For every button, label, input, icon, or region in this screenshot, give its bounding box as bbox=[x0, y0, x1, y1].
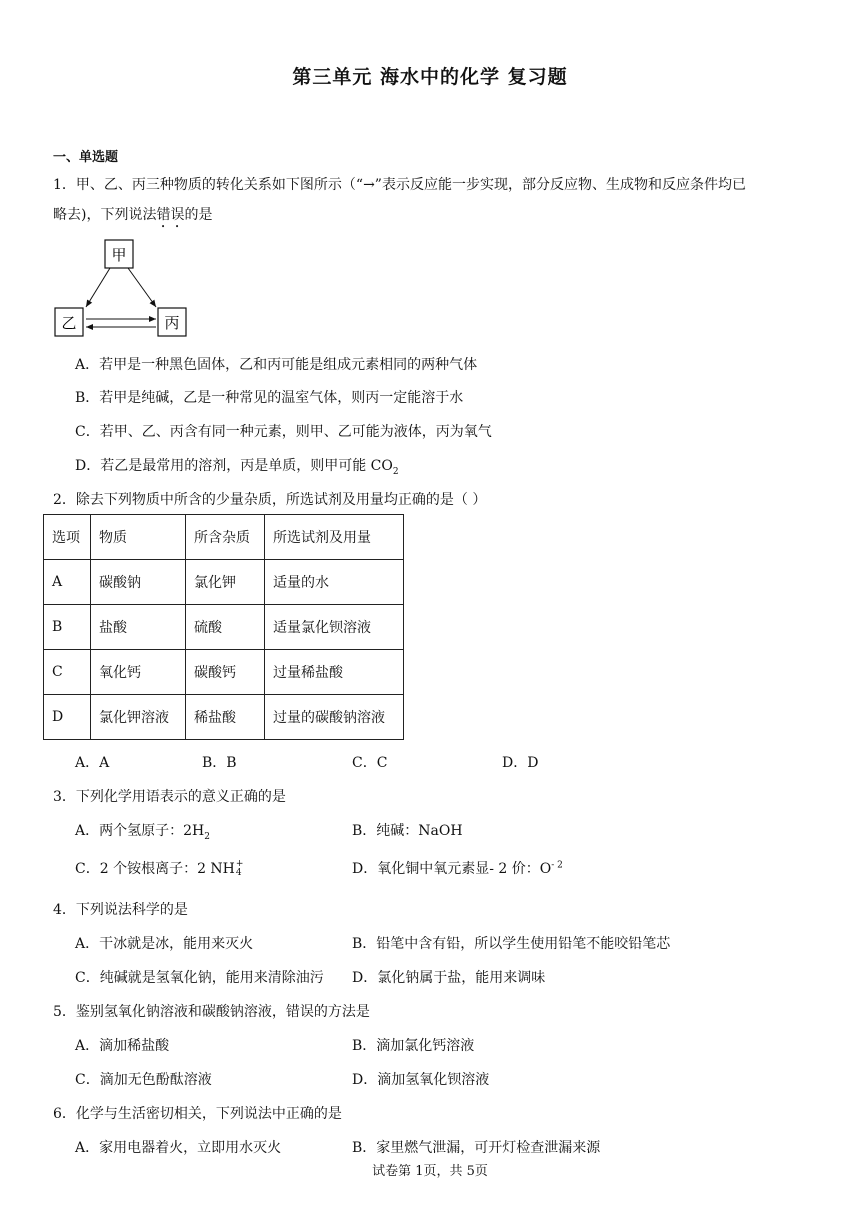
q3-option-a-text: A．两个氢原子：2H bbox=[75, 823, 205, 839]
table-row bbox=[44, 560, 404, 605]
q6-option-a: A．家用电器着火，立即用水灭火 bbox=[75, 1140, 282, 1156]
q3-option-c-sup: + bbox=[235, 859, 244, 869]
q2-option-a: A．A bbox=[75, 755, 110, 771]
q2-stem: 2．除去下列物质中所含的少量杂质，所选试剂及用量均正确的是（ ） bbox=[53, 492, 487, 508]
q3-option-c-sub: 4 bbox=[235, 868, 242, 878]
q1-option-d-text: D．若乙是最常用的溶剂，丙是单质，则甲可能 CO bbox=[75, 458, 393, 474]
table-cell: 稀盐酸 bbox=[186, 695, 265, 740]
q4-option-d: D．氯化钠属于盐，能用来调味 bbox=[352, 970, 546, 986]
q3-option-c-text: C．2 个铵根离子：2 NH bbox=[75, 861, 235, 877]
page-title: 第三单元 海水中的化学 复习题 bbox=[292, 66, 568, 88]
section-heading: 一、单选题 bbox=[53, 150, 119, 165]
table-header-cell: 选项 bbox=[44, 515, 91, 560]
q3-option-d-sup: - 2 bbox=[551, 860, 563, 871]
q1-transform-diagram bbox=[50, 236, 200, 341]
table-cell: 氯化钾 bbox=[186, 560, 265, 605]
q1-stem-line2 bbox=[53, 204, 212, 231]
table-cell: C bbox=[44, 650, 91, 695]
q4-option-a: A．干冰就是冰，能用来灭火 bbox=[75, 936, 254, 952]
q3-option-d-text: D．氧化铜中氧元素显- 2 价：O bbox=[352, 861, 552, 877]
q2-option-d: D．D bbox=[502, 755, 539, 771]
table-cell: 过量稀盐酸 bbox=[265, 650, 404, 695]
table-cell: 硫酸 bbox=[186, 605, 265, 650]
q6-stem: 6．化学与生活密切相关，下列说法中正确的是 bbox=[53, 1106, 342, 1122]
q3-stem: 3．下列化学用语表示的意义正确的是 bbox=[53, 789, 286, 805]
table-header-row bbox=[44, 515, 404, 560]
q1-stem-emphasis: 错误 bbox=[156, 207, 185, 223]
table-cell: 适量的水 bbox=[265, 560, 404, 605]
q2-table bbox=[43, 514, 404, 740]
q4-option-c: C．纯碱就是氢氧化钠，能用来清除油污 bbox=[75, 970, 324, 986]
node-bing-label: 丙 bbox=[164, 314, 180, 332]
q3-option-b: B．纯碱：NaOH bbox=[352, 823, 463, 839]
node-yi-label: 乙 bbox=[61, 314, 77, 332]
table-header-cell: 所选试剂及用量 bbox=[265, 515, 404, 560]
q5-option-a: A．滴加稀盐酸 bbox=[75, 1038, 170, 1054]
arrow-jia-to-yi bbox=[86, 268, 110, 307]
q3-option-c bbox=[75, 858, 243, 878]
table-cell: 过量的碳酸钠溶液 bbox=[265, 695, 404, 740]
q1-stem-line1: 1．甲、乙、丙三种物质的转化关系如下图所示（“→”表示反应能一步实现，部分反应物、生成物和反应条件均已 bbox=[53, 177, 746, 193]
q3-option-a bbox=[75, 820, 210, 842]
table-cell: 适量氯化钡溶液 bbox=[265, 605, 404, 650]
arrow-jia-to-bing bbox=[128, 268, 156, 307]
q1-option-d-sub: 2 bbox=[392, 466, 399, 477]
q1-stem-line2-a: 略去)，下列说法 bbox=[53, 207, 157, 223]
q1-option-b: B．若甲是纯碱，乙是一种常见的温室气体，则丙一定能溶于水 bbox=[75, 390, 464, 406]
table-header-cell: 所含杂质 bbox=[186, 515, 265, 560]
q1-option-c: C．若甲、乙、丙含有同一种元素，则甲、乙可能为液体，丙为氧气 bbox=[75, 424, 492, 440]
table-cell: D bbox=[44, 695, 91, 740]
q1-option-a: A．若甲是一种黑色固体，乙和丙可能是组成元素相同的两种气体 bbox=[75, 357, 478, 373]
table-cell: 氧化钙 bbox=[91, 650, 186, 695]
q2-option-c: C．C bbox=[352, 755, 388, 771]
table-row bbox=[44, 650, 404, 695]
table-cell: A bbox=[44, 560, 91, 605]
table-cell: 盐酸 bbox=[91, 605, 186, 650]
q5-option-b: B．滴加氯化钙溶液 bbox=[352, 1038, 475, 1054]
q1-option-d bbox=[75, 455, 399, 477]
table-row bbox=[44, 605, 404, 650]
table-cell: 碳酸钙 bbox=[186, 650, 265, 695]
q4-stem: 4．下列说法科学的是 bbox=[53, 902, 188, 918]
q1-stem-line2-b: 的是 bbox=[184, 207, 213, 223]
table-header-cell: 物质 bbox=[91, 515, 186, 560]
page-footer: 试卷第 1页，共 5页 bbox=[372, 1164, 488, 1179]
node-jia-label: 甲 bbox=[111, 246, 127, 264]
table-cell: 碳酸钠 bbox=[91, 560, 186, 605]
q3-option-a-sub: 2 bbox=[204, 831, 210, 842]
q6-option-b: B．家里燃气泄漏，可开灯检查泄漏来源 bbox=[352, 1140, 601, 1156]
q5-option-c: C．滴加无色酚酞溶液 bbox=[75, 1072, 212, 1088]
q3-option-d bbox=[352, 858, 563, 878]
q4-option-b: B．铅笔中含有铅，所以学生使用铅笔不能咬铅笔芯 bbox=[352, 936, 671, 952]
q5-stem: 5．鉴别氢氧化钠溶液和碳酸钠溶液，错误的方法是 bbox=[53, 1004, 370, 1020]
table-row bbox=[44, 695, 404, 740]
q2-option-b: B．B bbox=[202, 755, 237, 771]
table-cell: 氯化钾溶液 bbox=[91, 695, 186, 740]
q5-option-d: D．滴加氢氧化钡溶液 bbox=[352, 1072, 490, 1088]
table-cell: B bbox=[44, 605, 91, 650]
